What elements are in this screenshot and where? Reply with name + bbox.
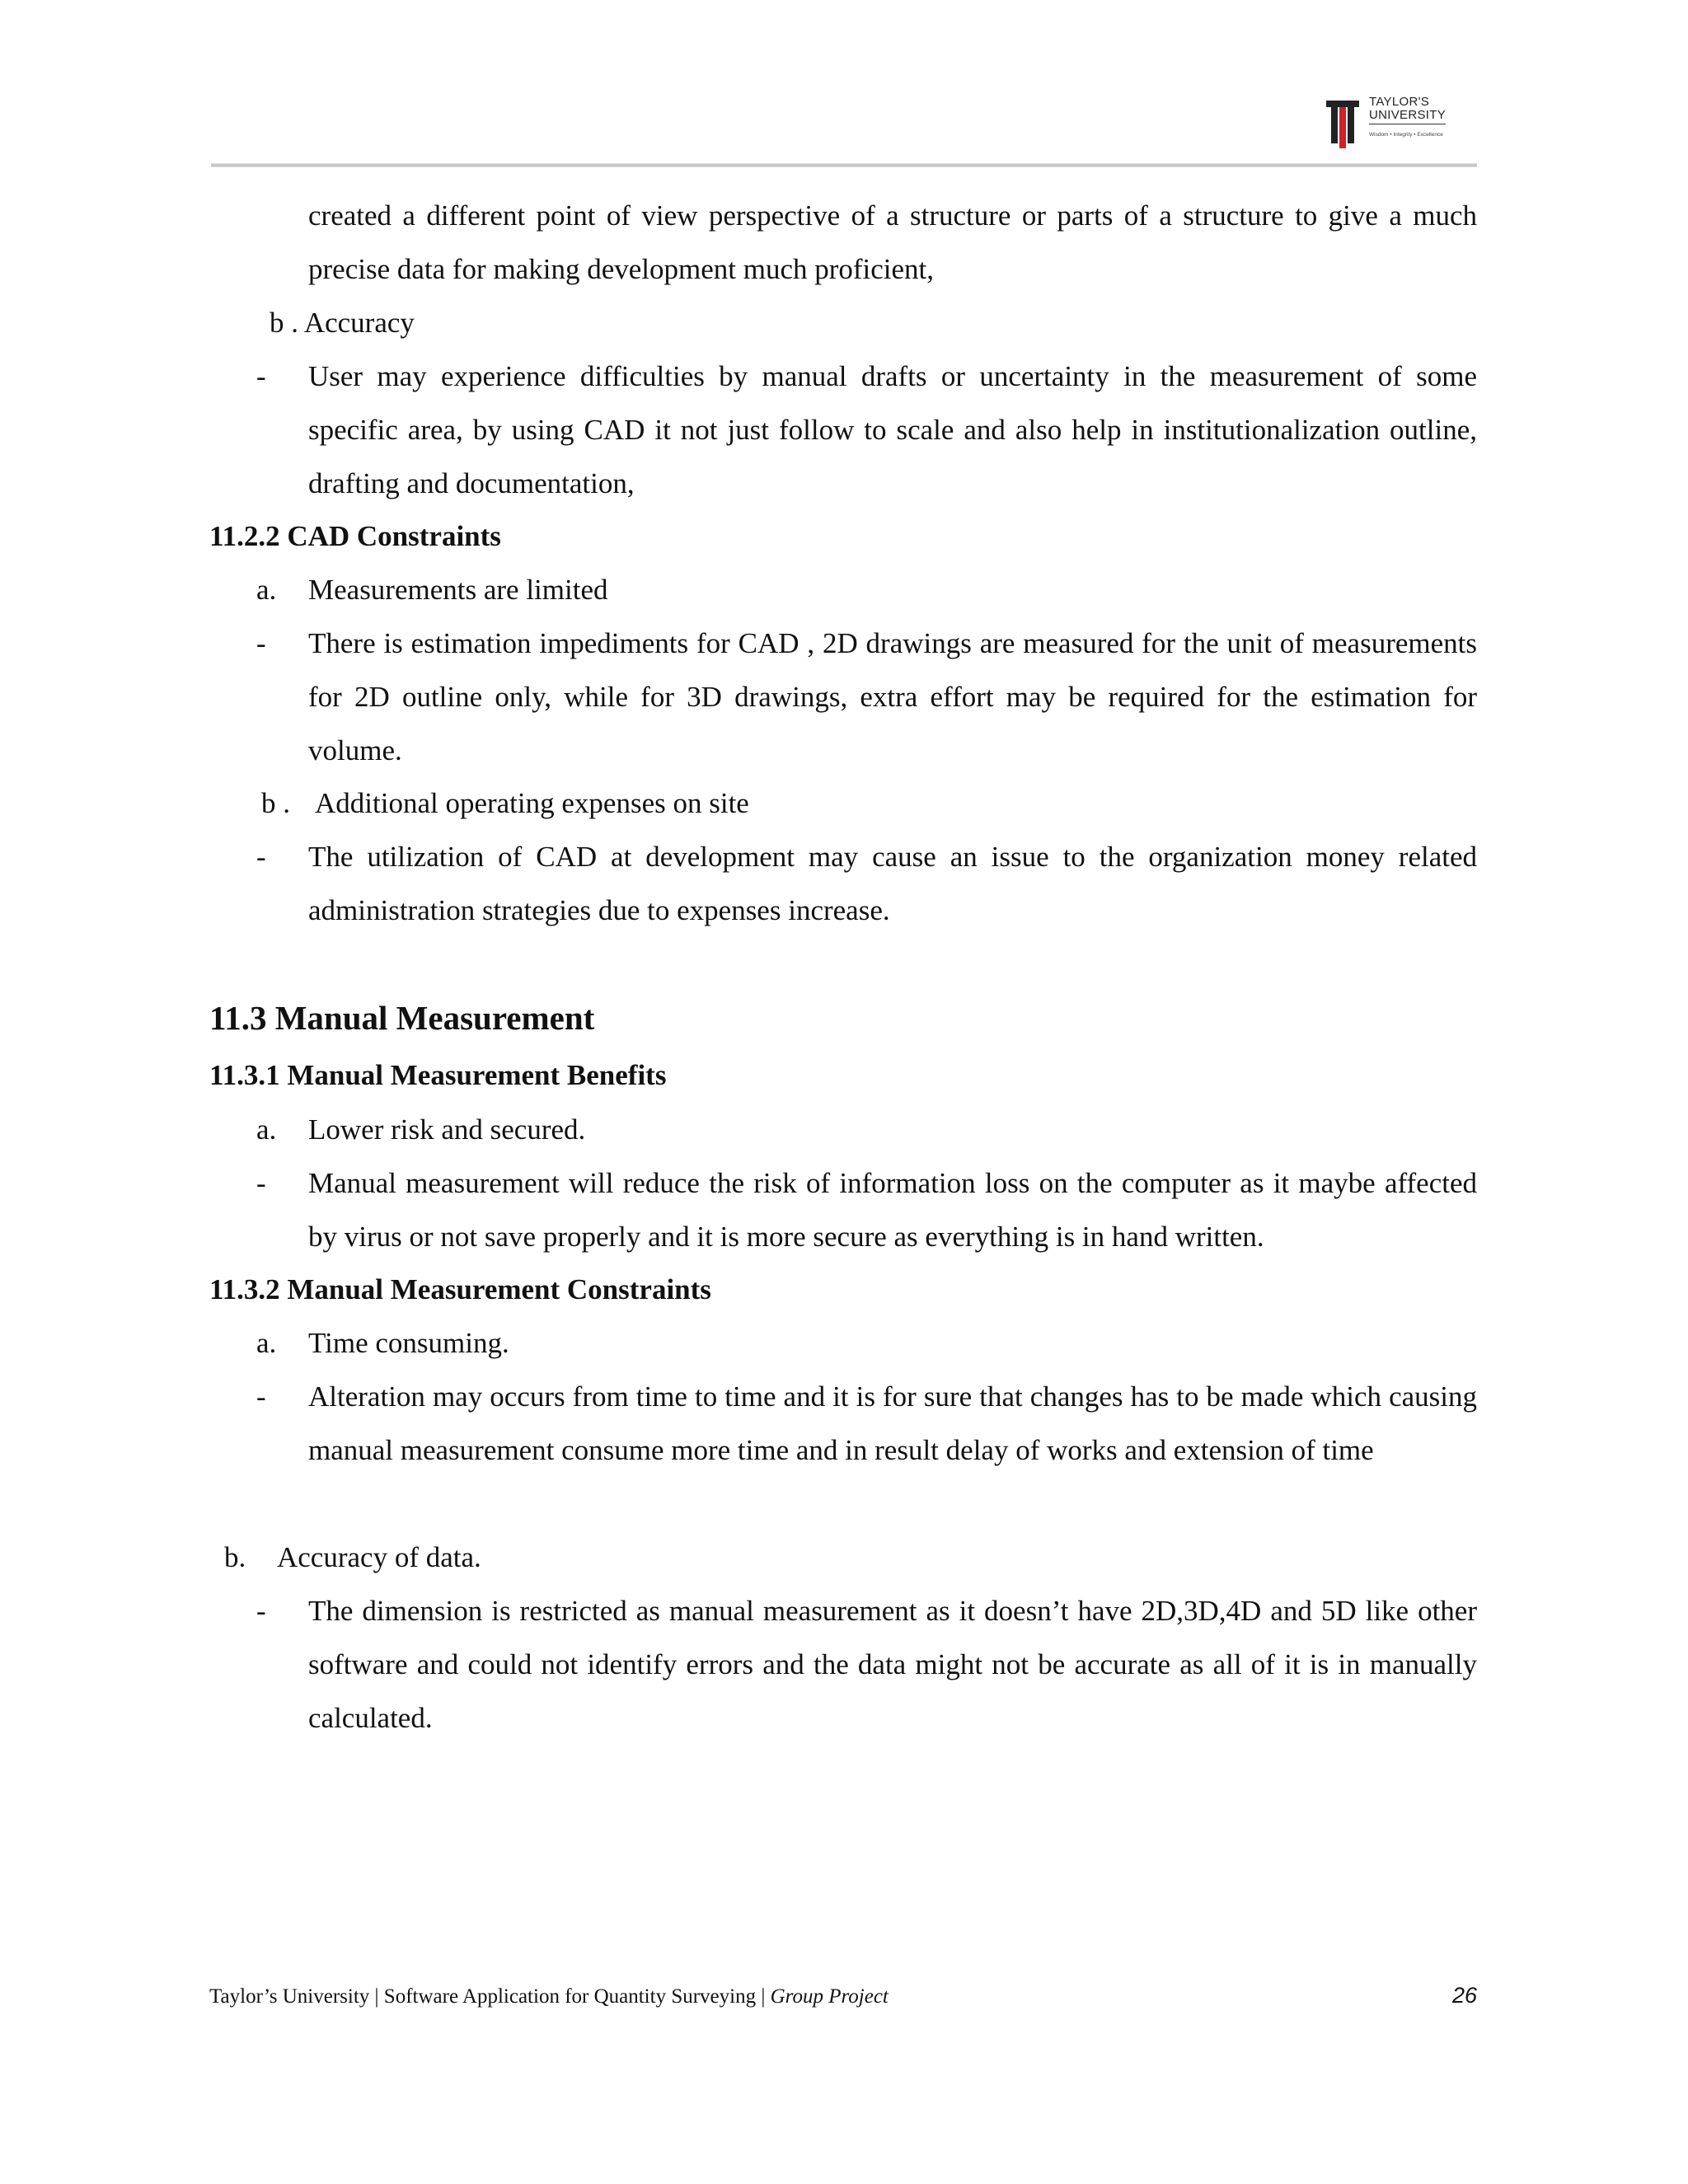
- bullet-dash: -: [256, 627, 266, 659]
- paragraph-utilization: The utilization of CAD at development may cause an issue to the organization money related administration strategies due to expenses increase.: [308, 841, 1477, 926]
- bullet-dash: -: [256, 1167, 266, 1199]
- header-divider: [211, 163, 1477, 167]
- heading-manual-measurement: 11.3 Manual Measurement: [209, 999, 595, 1037]
- paragraph-accuracy: User may experience difficulties by manual drafts or uncertainty in the measurement of some specific area, by using CAD it not just follow to scale and also help in institutionalization outline, drafting and documentation,: [308, 360, 1477, 499]
- bullet-dash: -: [256, 1595, 266, 1627]
- bullet-dash: -: [256, 841, 266, 873]
- list-item-lower-risk: Lower risk and secured.: [308, 1113, 586, 1146]
- university-crest-icon: [1326, 101, 1359, 148]
- paragraph-alteration: Alteration may occurs from time to time and it is for sure that changes has to be made which causing manual measurement consume more time and in result delay of works and extension of time: [308, 1380, 1477, 1466]
- page-footer: [209, 1985, 889, 2009]
- list-item-accuracy-of-data: Accuracy of data.: [277, 1541, 481, 1573]
- list-marker-b: b .: [261, 787, 290, 819]
- footer-italic: Group Project: [770, 1985, 889, 2008]
- page-number: 26: [1451, 1983, 1477, 2008]
- bullet-dash: -: [256, 1380, 266, 1413]
- paragraph-continuation: created a different point of view perspective of a structure or parts of a structure to give a much precise data for making development much proficient,: [308, 199, 1477, 285]
- heading-manual-constraints: 11.3.2 Manual Measurement Constraints: [209, 1273, 711, 1305]
- university-logo: [1326, 96, 1475, 150]
- paragraph-estimation: There is estimation impediments for CAD , 2D drawings are measured for the unit of measurements for 2D outline only, while for 3D drawings, extra effort may be required for the estimation for volume.: [308, 627, 1477, 766]
- footer-text: Taylor’s University | Software Application for Quantity Surveying |: [209, 1985, 766, 2008]
- logo-line2: UNIVERSITY: [1369, 109, 1446, 124]
- logo-line1: TAYLOR'S: [1369, 95, 1430, 109]
- paragraph-dimension: The dimension is restricted as manual measurement as it doesn’t have 2D,3D,4D and 5D like other software and could not identify errors and the data might not be accurate as all of it is in manually calculated.: [308, 1595, 1477, 1734]
- logo-wordmark: [1369, 96, 1446, 124]
- list-marker-a: a.: [256, 1327, 277, 1359]
- logo-tagline: Wisdom • Integrity • Excellence: [1369, 132, 1443, 138]
- list-item-measurements-limited: Measurements are limited: [308, 574, 608, 606]
- list-item-accuracy: b . Accuracy: [270, 307, 415, 339]
- heading-manual-benefits: 11.3.1 Manual Measurement Benefits: [209, 1059, 667, 1091]
- list-marker-b: b.: [224, 1541, 246, 1573]
- heading-cad-constraints: 11.2.2 CAD Constraints: [209, 520, 501, 552]
- list-item-time-consuming: Time consuming.: [308, 1327, 509, 1359]
- list-marker-a: a.: [256, 574, 277, 606]
- list-marker-a: a.: [256, 1113, 277, 1146]
- paragraph-manual-risk: Manual measurement will reduce the risk of information loss on the computer as it maybe affected by virus or not save properly and it is more secure as everything is in hand written.: [308, 1167, 1477, 1253]
- bullet-dash: -: [256, 360, 266, 392]
- list-item-additional-expenses: Additional operating expenses on site: [315, 787, 749, 819]
